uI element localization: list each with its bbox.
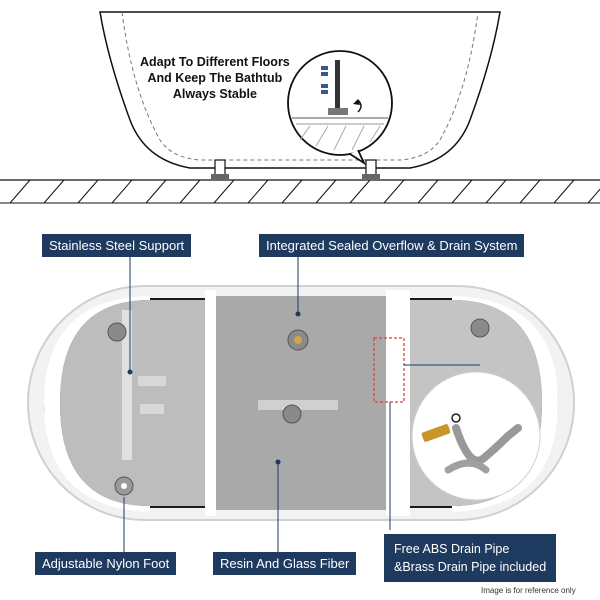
reference-note: Image is for reference only xyxy=(481,586,576,595)
label-resin-glass-fiber: Resin And Glass Fiber xyxy=(213,552,356,575)
tub-foot-left xyxy=(215,160,225,176)
left-compartment xyxy=(60,300,205,506)
callout-text xyxy=(140,54,290,102)
callout-line-2: And Keep The Bathtub xyxy=(147,71,283,85)
support-bolt-top-right xyxy=(471,319,489,337)
marker-dot-resin xyxy=(276,460,281,465)
label-overflow-drain-system: Integrated Sealed Overflow & Drain System xyxy=(259,234,524,257)
label-stainless-steel-support: Stainless Steel Support xyxy=(42,234,191,257)
tub-foot-right xyxy=(366,160,376,176)
marker-dot-stainless xyxy=(128,370,133,375)
label-abs-brass-drain-pipe xyxy=(384,534,556,582)
abs-line-1: Free ABS Drain Pipe xyxy=(394,542,510,556)
floor-hatching xyxy=(10,180,600,203)
callout-line-1: Adapt To Different Floors xyxy=(140,55,290,69)
abs-line-2: &Brass Drain Pipe included xyxy=(394,560,547,574)
callout-line-3: Always Stable xyxy=(172,87,257,101)
label-adjustable-nylon-foot: Adjustable Nylon Foot xyxy=(35,552,176,575)
drain-bottom xyxy=(283,405,301,423)
marker-dot-overflow xyxy=(296,312,301,317)
support-bolt-top-left xyxy=(108,323,126,341)
